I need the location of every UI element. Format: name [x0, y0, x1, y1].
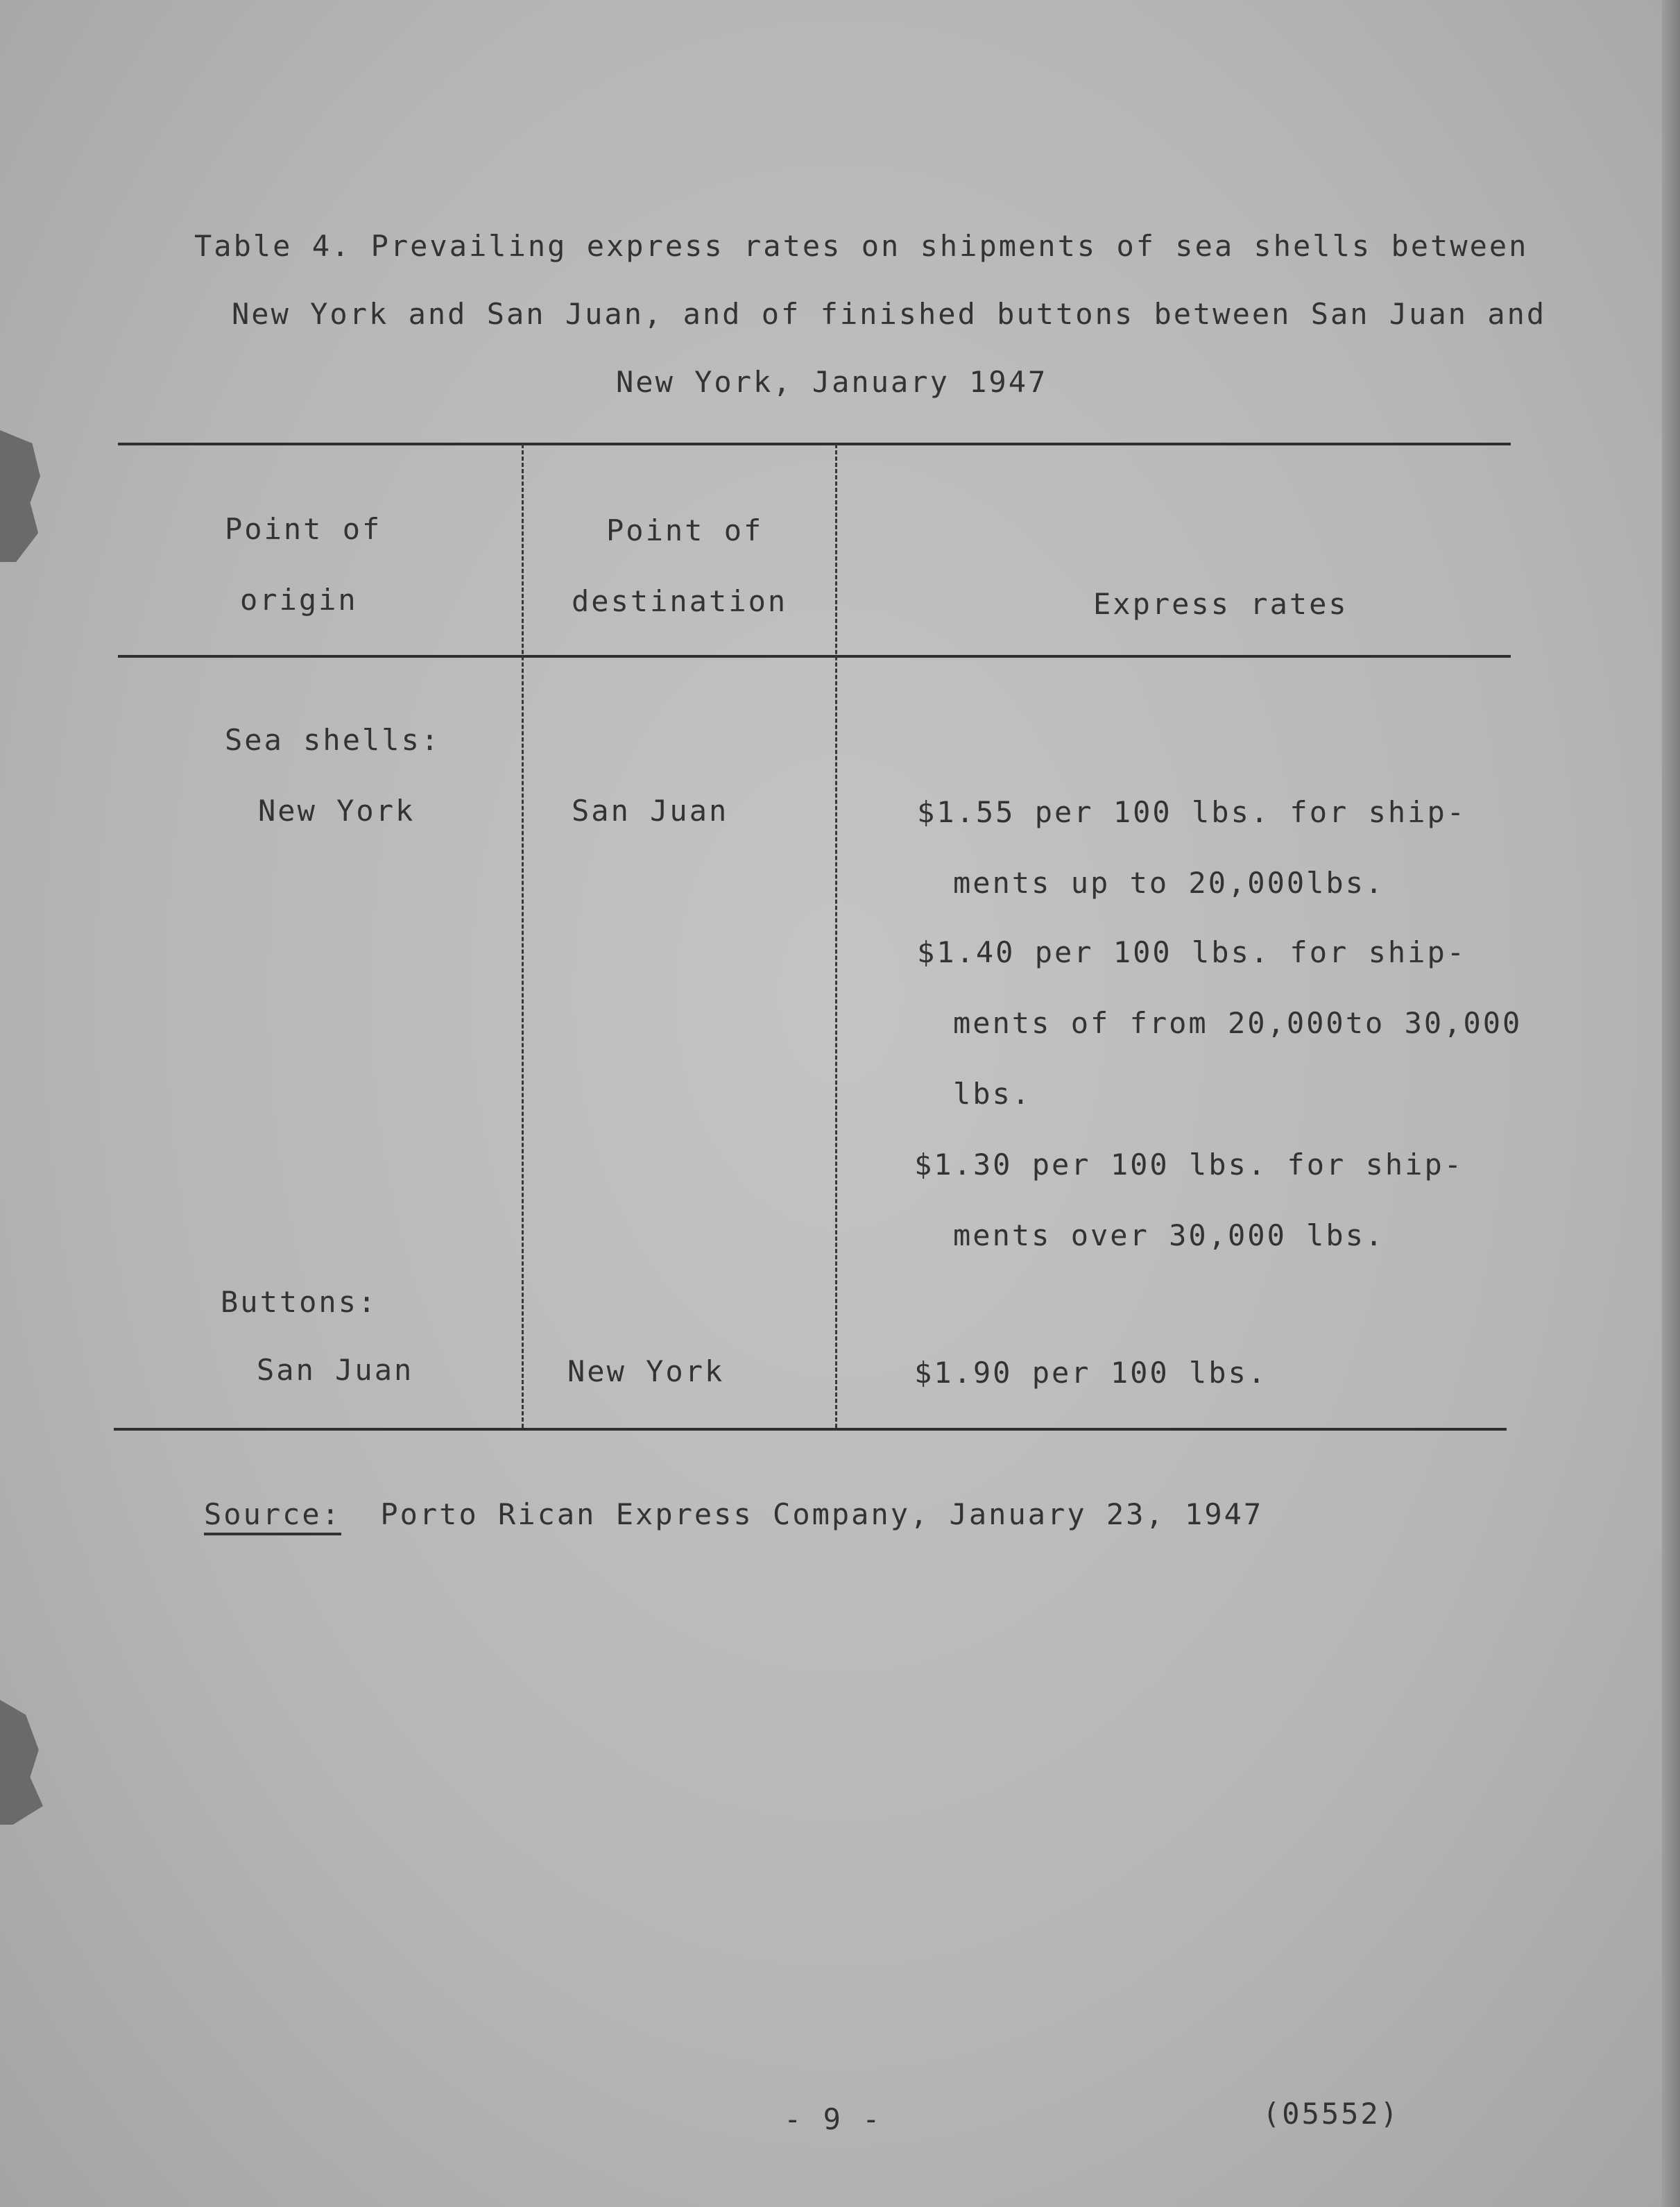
table-top-rule	[118, 443, 1511, 445]
torn-edge	[0, 430, 40, 562]
rate-line: $1.40 per 100 lbs. for ship-	[917, 935, 1467, 969]
source-label: Source:	[204, 1497, 342, 1531]
rate-line: lbs.	[953, 1077, 1032, 1111]
column-divider	[522, 444, 524, 1428]
table-bottom-rule	[114, 1428, 1507, 1431]
destination-cell: New York	[567, 1354, 725, 1388]
destination-cell: San Juan	[572, 794, 729, 828]
section-label: Sea shells:	[225, 723, 441, 757]
table-caption-line-2: New York and San Juan, and of finished buttons between San Juan and	[232, 297, 1547, 331]
table-caption-line-3: New York, January 1947	[616, 365, 1048, 399]
document-code: (05552)	[1262, 2097, 1400, 2131]
rate-line: ments over 30,000 lbs.	[953, 1218, 1385, 1252]
header-express-rates: Express rates	[1093, 587, 1348, 621]
column-divider	[835, 444, 837, 1428]
rate-line: $1.90 per 100 lbs.	[914, 1356, 1268, 1390]
header-destination-line-2: destination	[572, 584, 788, 618]
torn-edge	[0, 1700, 43, 1825]
origin-cell: New York	[258, 794, 415, 828]
rate-line: ments up to 20,000lbs.	[953, 866, 1385, 900]
table-header-rule	[118, 655, 1511, 658]
source-note	[204, 1497, 1263, 1531]
header-destination-line-1: Point of	[606, 513, 764, 547]
origin-cell: San Juan	[257, 1353, 414, 1387]
source-text: Porto Rican Express Company, January 23, 1947	[380, 1497, 1264, 1531]
rate-line: ments of from 20,000to 30,000	[953, 1006, 1523, 1040]
rate-line: $1.55 per 100 lbs. for ship-	[917, 795, 1467, 829]
table-caption-line-1: Table 4. Prevailing express rates on shipments of sea shells between	[194, 229, 1529, 263]
page-number: - 9 -	[784, 2102, 882, 2136]
header-origin-line-1: Point of	[225, 512, 382, 546]
page-edge	[1662, 0, 1680, 2207]
section-label: Buttons:	[221, 1285, 378, 1319]
rate-line: $1.30 per 100 lbs. for ship-	[914, 1148, 1464, 1182]
header-origin-line-2: origin	[240, 583, 358, 617]
